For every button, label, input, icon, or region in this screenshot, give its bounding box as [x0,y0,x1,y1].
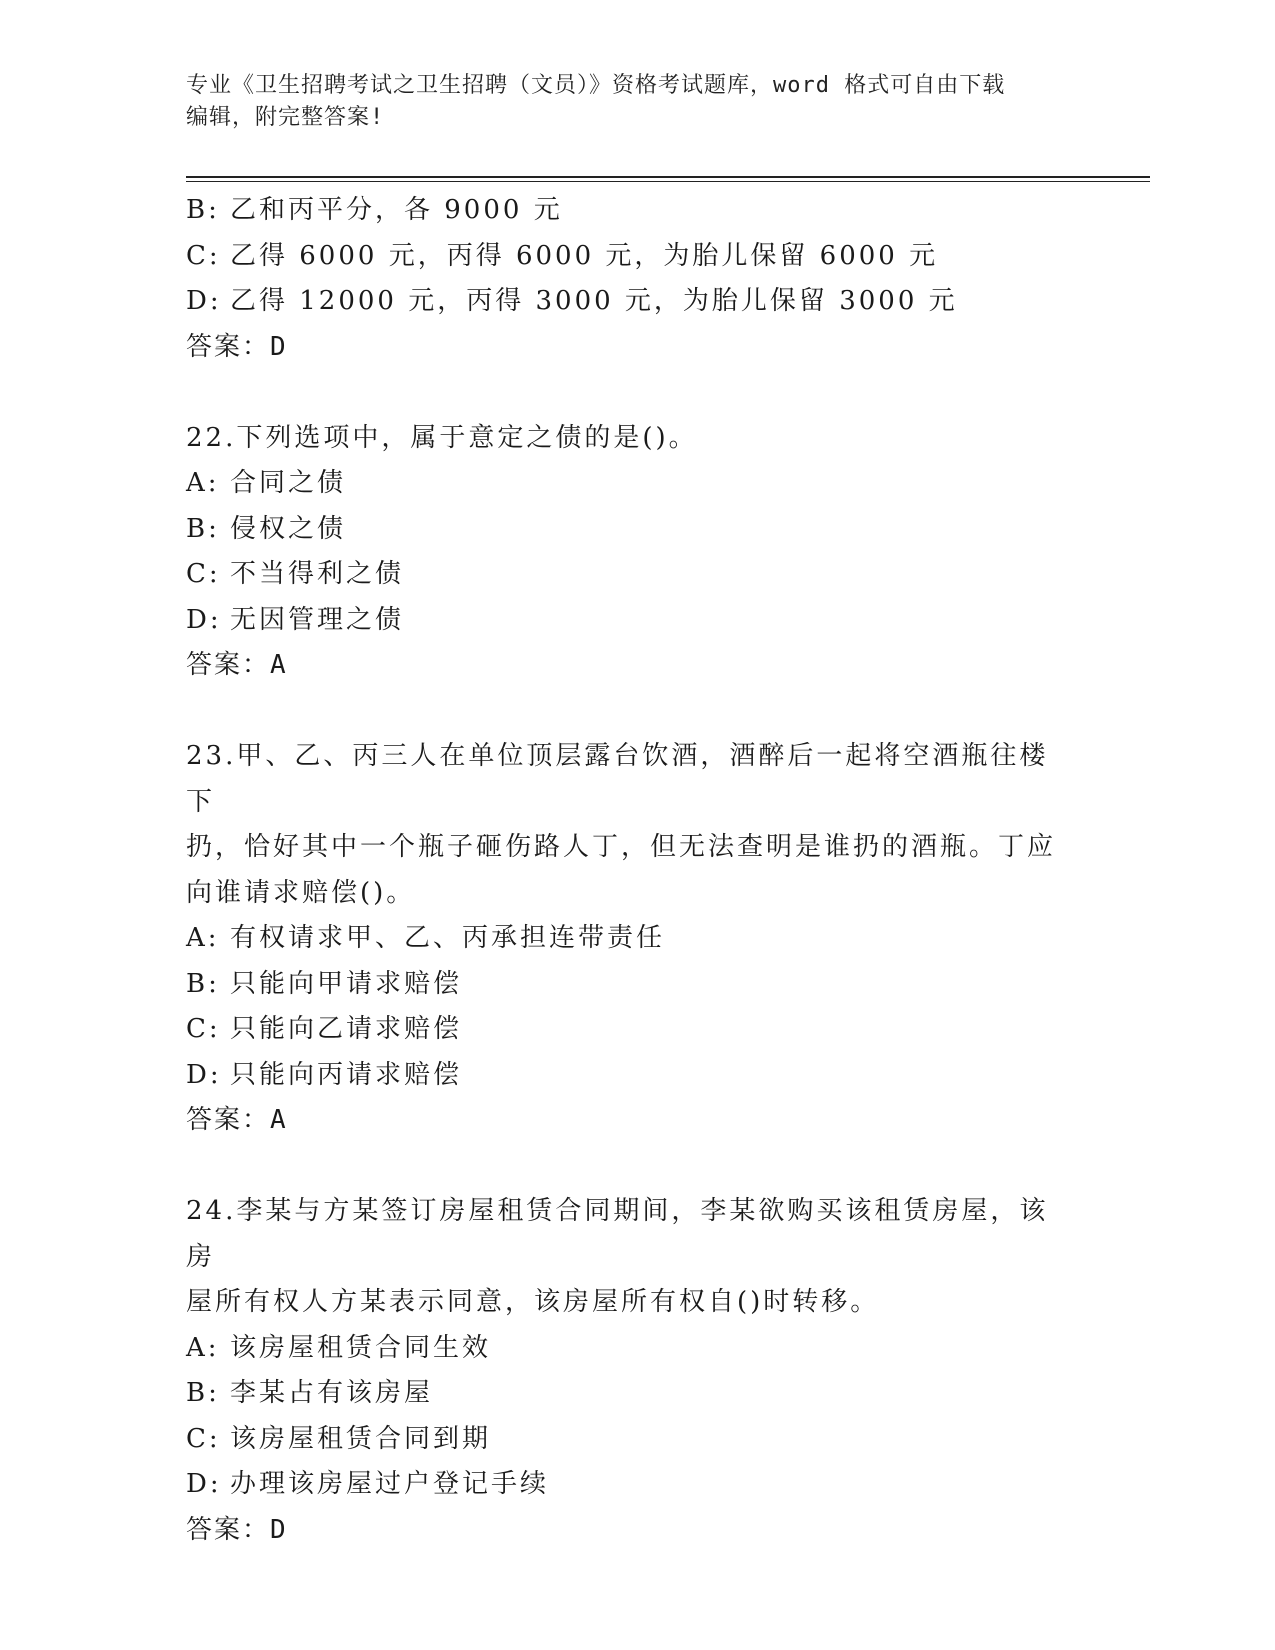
option-text: 有权请求甲、乙、丙承担连带责任 [230,923,666,953]
option-letter: C: [186,240,221,271]
question-24 [186,1189,1086,1553]
option-letter: B: [186,195,220,225]
question-text: 23.甲、乙、丙三人在单位顶层露台饮酒，酒醉后一起将空酒瓶往楼下 [186,741,1049,817]
option-b [186,962,1086,1008]
option-b [186,188,1086,234]
option-letter: D: [186,1469,222,1499]
option-text: 乙和丙平分，各 9000 元 [230,195,563,225]
option-d [186,1462,1086,1508]
option-c [186,234,1086,280]
option-b [186,507,1086,553]
option-letter: B: [186,513,220,544]
option-letter: D: [186,1059,222,1090]
option-text: 只能向甲请求赔偿 [230,968,463,999]
option-d [186,1053,1086,1099]
question-text: 扔，恰好其中一个瓶子砸伤路人丁，但无法查明是谁扔的酒瓶。丁应 [186,832,1057,862]
option-d [186,279,1086,325]
option-letter: B: [186,968,220,999]
option-text: 无因管理之债 [230,604,405,635]
question-content [186,188,1086,1553]
answer-line: 答案：D [186,331,288,362]
option-letter: D: [186,604,222,635]
header-divider-thick [186,176,1150,178]
option-text: 合同之债 [230,468,347,498]
option-text: 办理该房屋过户登记手续 [230,1469,550,1499]
option-text: 侵权之债 [230,513,347,544]
question-text: 屋所有权人方某表示同意，该房屋所有权自()时转移。 [186,1287,880,1317]
option-a [186,916,1086,962]
question-23 [186,734,1086,1144]
question-22 [186,416,1086,689]
header-divider-thin [186,181,1150,182]
option-text: 该房屋租赁合同生效 [230,1332,492,1363]
question-text: 向谁请求赔偿()。 [186,877,416,908]
option-text: 乙得 12000 元，丙得 3000 元，为胎儿保留 3000 元 [230,286,958,316]
previous-question-block [186,188,1086,370]
option-text: 李某占有该房屋 [230,1378,434,1408]
option-text: 该房屋租赁合同到期 [230,1423,492,1454]
option-letter: C: [186,1423,221,1454]
option-a [186,1326,1086,1372]
option-letter: A: [186,923,220,953]
option-c [186,1007,1086,1053]
option-letter: D: [186,286,222,316]
answer-line: 答案：A [186,650,288,680]
option-letter: C: [186,1014,221,1044]
option-b [186,1371,1086,1417]
option-letter: A: [186,468,220,498]
option-a [186,461,1086,507]
option-letter: A: [186,1332,220,1363]
header-line-2: 编辑，附完整答案! [186,105,385,130]
question-text: 22.下列选项中，属于意定之债的是()。 [186,422,698,453]
option-text: 只能向丙请求赔偿 [230,1059,463,1090]
option-c [186,1417,1086,1463]
option-letter: B: [186,1378,220,1408]
answer-line: 答案：D [186,1514,288,1545]
option-text: 不当得利之债 [230,559,405,589]
answer-line: 答案：A [186,1105,288,1135]
document-header [186,70,1066,134]
option-letter: C: [186,559,221,589]
option-d [186,598,1086,644]
question-text: 24.李某与方某签订房屋租赁合同期间，李某欲购买该租赁房屋，该房 [186,1196,1049,1272]
header-line-1: 专业《卫生招聘考试之卫生招聘（文员）》资格考试题库，word 格式可自由下载 [186,73,1006,98]
option-text: 乙得 6000 元，丙得 6000 元，为胎儿保留 6000 元 [230,240,939,271]
option-text: 只能向乙请求赔偿 [230,1014,463,1044]
option-c [186,552,1086,598]
